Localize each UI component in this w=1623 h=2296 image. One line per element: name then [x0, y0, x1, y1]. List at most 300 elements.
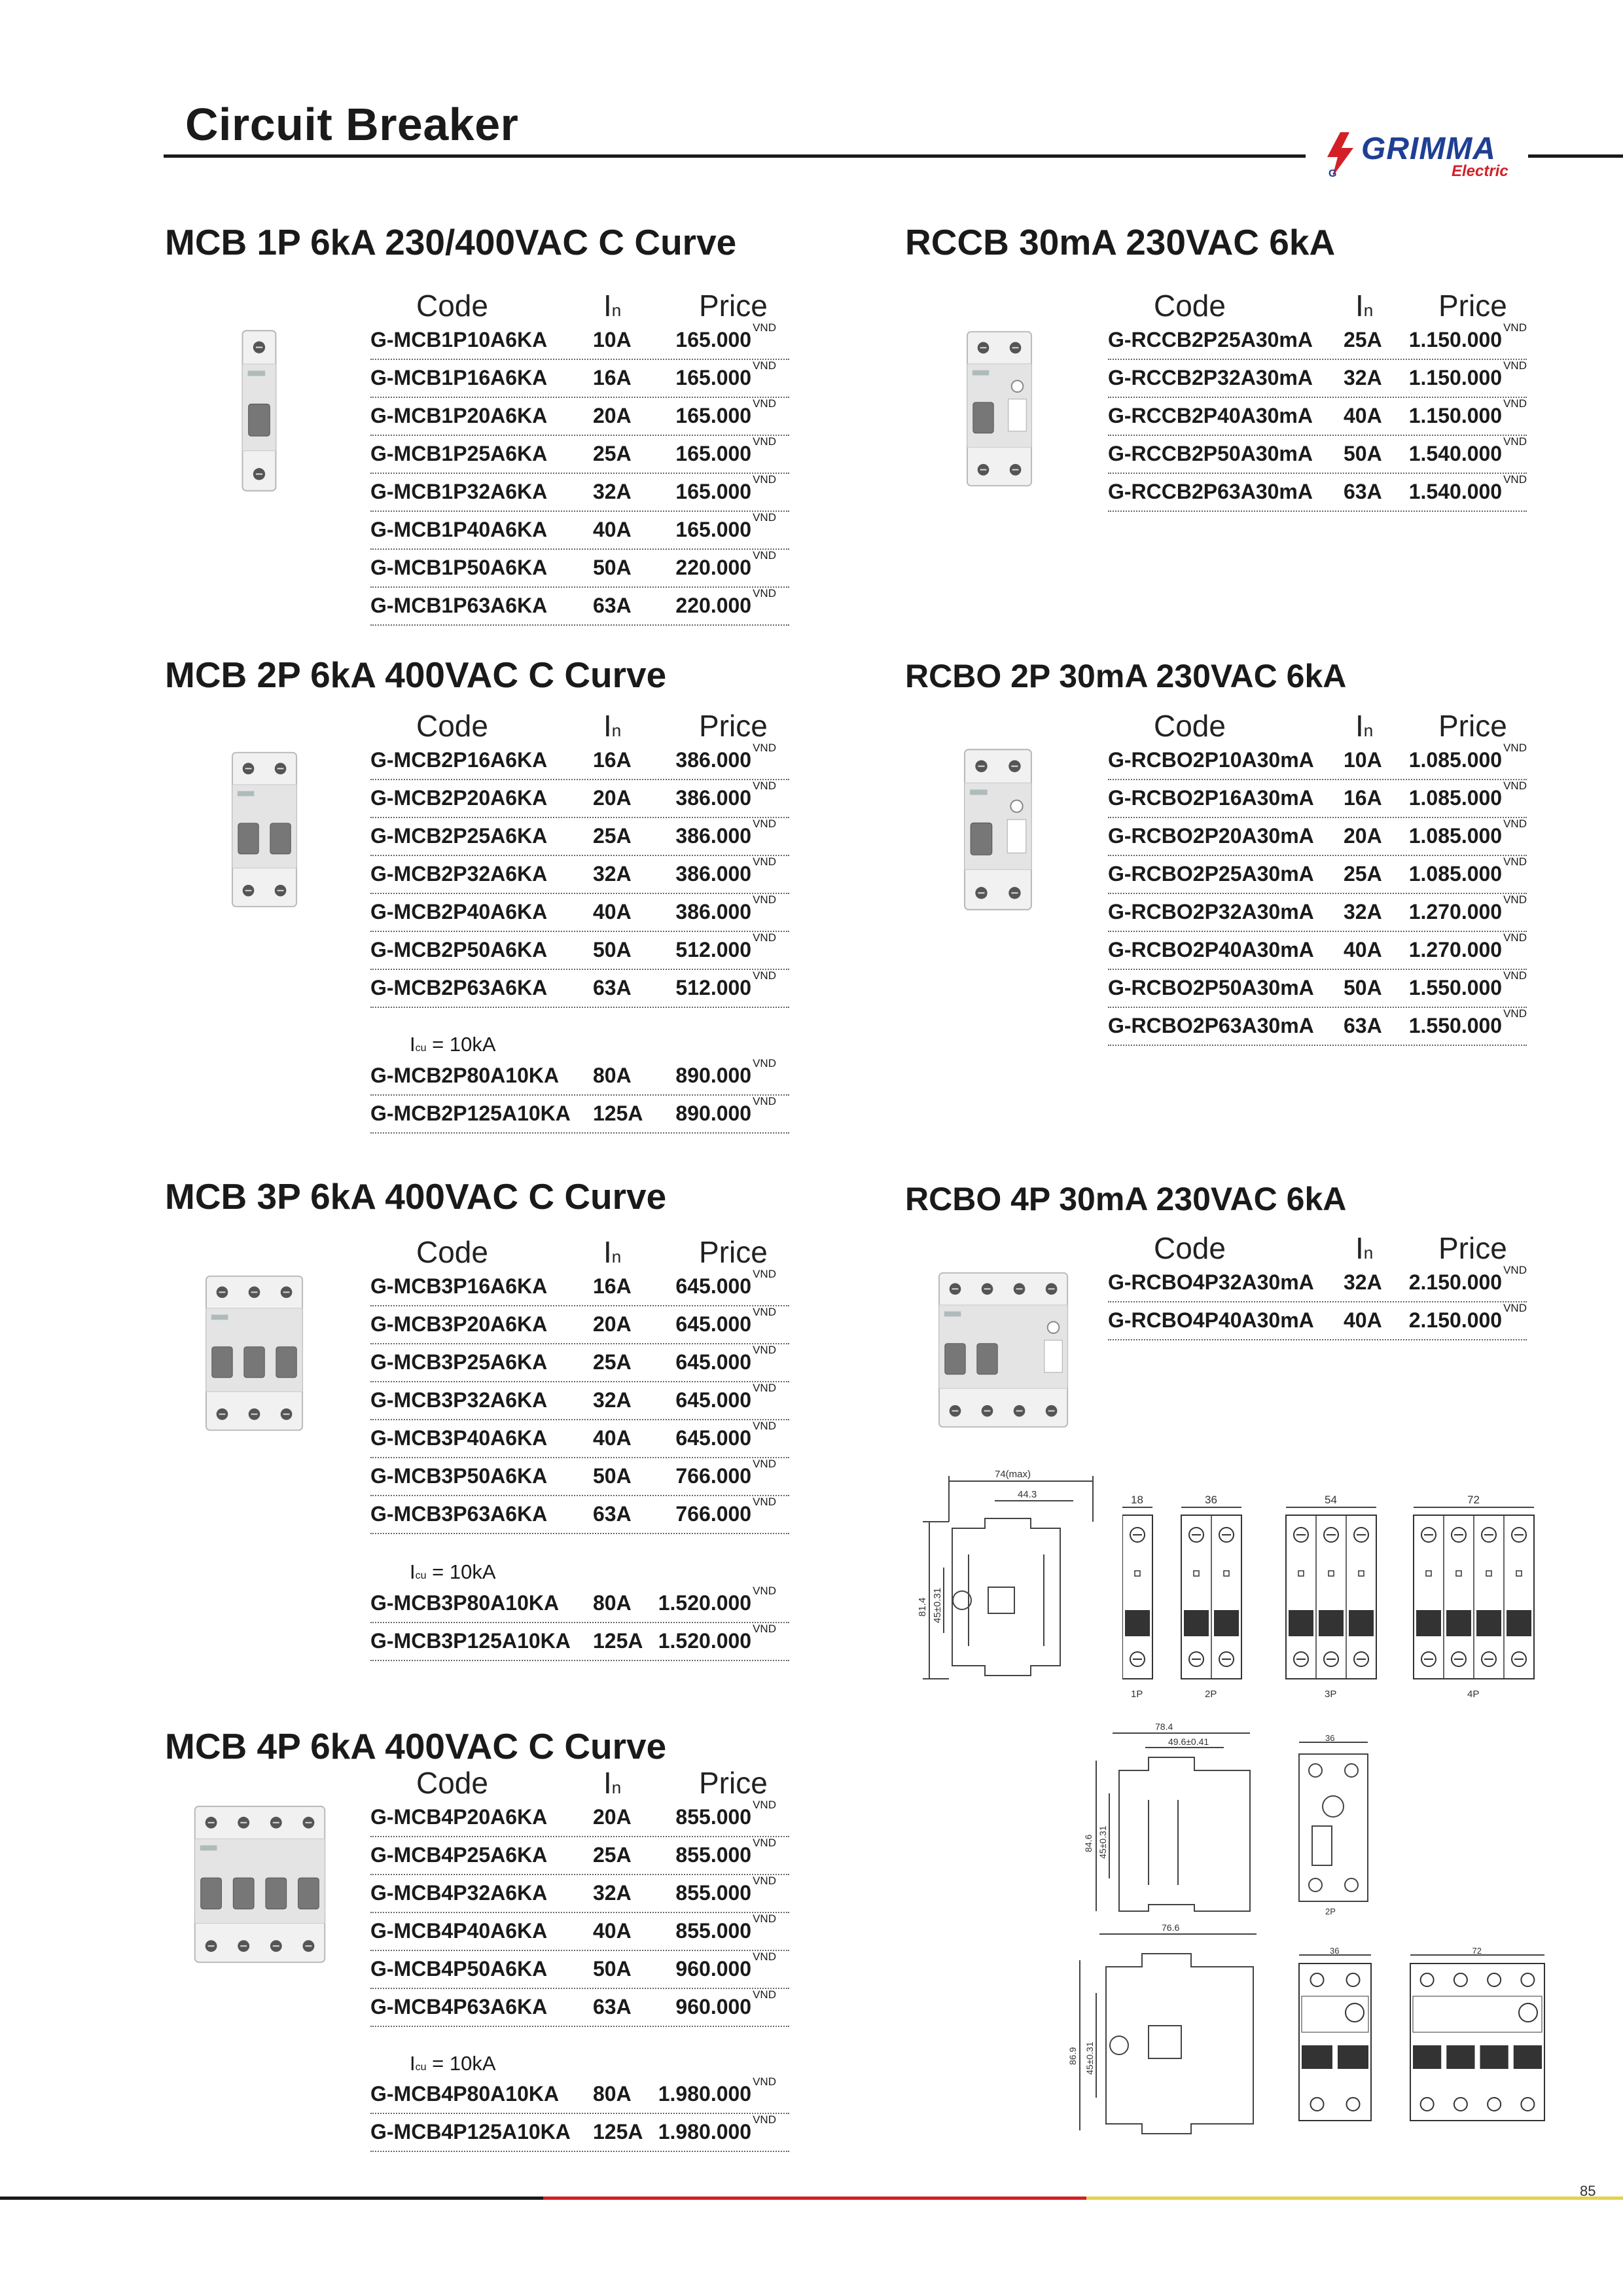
price-value: 2.150.000 — [1408, 1270, 1503, 1294]
price — [675, 1382, 776, 1412]
price — [675, 780, 776, 810]
price — [1408, 359, 1527, 390]
price-value: 165.000 — [675, 518, 752, 541]
section-title-mcb3p: MCB 3P 6kA 400VAC C Curve — [165, 1176, 667, 1217]
price — [675, 855, 776, 886]
product-code: G-RCBO2P10A30mA — [1108, 748, 1314, 772]
price — [675, 1988, 776, 2019]
rated-current: 25A — [593, 824, 632, 848]
price — [1408, 473, 1527, 504]
table-row — [1108, 473, 1527, 512]
product-code: G-MCB3P63A6KA — [370, 1502, 548, 1526]
product-code: G-MCB1P10A6KA — [370, 328, 548, 351]
dim-front-width: 36 — [1205, 1494, 1217, 1506]
table-row — [1108, 1301, 1527, 1340]
breaker-illustration — [942, 325, 1059, 492]
product-code: G-MCB1P25A6KA — [370, 442, 548, 465]
price — [1408, 1007, 1527, 1038]
currency-label: VND — [753, 780, 776, 792]
currency-label: VND — [753, 1837, 776, 1849]
rated-current: 40A — [1344, 938, 1382, 961]
currency-label: VND — [753, 587, 776, 600]
drawing-rccb-side — [1073, 1721, 1257, 1918]
currency-label: VND — [753, 473, 776, 486]
drawing-rcbo2p-front — [1293, 1947, 1378, 2130]
drawing-rcbo-side — [1067, 1921, 1263, 2137]
rated-current: 63A — [593, 1502, 632, 1526]
rated-current: 80A — [593, 2082, 632, 2106]
product-code: G-RCBO2P16A30mA — [1108, 786, 1314, 810]
rated-current: 40A — [593, 1919, 632, 1943]
rated-current: 32A — [1344, 366, 1382, 389]
drawing-mcb-side — [910, 1469, 1106, 1685]
rated-current: 16A — [593, 748, 632, 772]
price — [675, 817, 776, 848]
in-header: In — [603, 1235, 622, 1269]
table-row — [1108, 1007, 1527, 1046]
price — [1408, 817, 1527, 848]
rated-current: 32A — [593, 862, 632, 886]
rated-current: 20A — [593, 1312, 632, 1336]
price-value: 766.000 — [675, 1502, 752, 1526]
table-header — [1108, 1230, 1527, 1267]
currency-label: VND — [753, 1382, 776, 1394]
currency-label: VND — [753, 893, 776, 906]
product-code: G-RCBO2P63A30mA — [1108, 1014, 1314, 1037]
product-code: G-MCB1P50A6KA — [370, 556, 548, 579]
pole-label: 2P — [1205, 1689, 1217, 1700]
price — [658, 1623, 776, 1653]
price-value: 386.000 — [675, 862, 752, 886]
currency-label: VND — [753, 1912, 776, 1925]
product-code: G-MCB2P63A6KA — [370, 976, 548, 999]
table-row — [1108, 321, 1527, 360]
price — [1408, 435, 1527, 466]
rated-current: 50A — [593, 1957, 632, 1981]
price-value: 1.540.000 — [1408, 480, 1503, 503]
price-value: 645.000 — [675, 1426, 752, 1450]
table-header — [370, 708, 789, 745]
currency-label: VND — [753, 1420, 776, 1432]
in-header: In — [603, 289, 622, 323]
price-value: 960.000 — [675, 1957, 752, 1981]
table-header — [370, 288, 789, 325]
rated-current: 25A — [593, 442, 632, 465]
currency-label: VND — [753, 817, 776, 830]
in-header: In — [1355, 709, 1374, 743]
table-row — [370, 969, 789, 1008]
table-mcb2p-10ka — [370, 1056, 789, 1132]
price — [675, 1950, 776, 1981]
grimma-logo — [1321, 131, 1517, 178]
product-image-mcb4p — [170, 1800, 352, 1969]
product-image-rcbo4p — [906, 1266, 1103, 1433]
dim-depth: 44.3 — [1018, 1489, 1037, 1500]
table-row — [370, 1622, 789, 1661]
table-row — [370, 1950, 789, 1989]
dim-height-outer: 81.4 — [917, 1597, 928, 1617]
currency-label: VND — [1503, 742, 1527, 754]
table-row — [370, 1457, 789, 1496]
price — [675, 969, 776, 1000]
rated-current: 32A — [593, 1388, 632, 1412]
product-code: G-MCB2P32A6KA — [370, 862, 548, 886]
currency-label: VND — [753, 855, 776, 868]
currency-label: VND — [753, 1095, 776, 1107]
table-mcb3p-10ka — [370, 1584, 789, 1660]
section-title-mcb2p: MCB 2P 6kA 400VAC C Curve — [165, 655, 667, 695]
page-number: 85 — [1580, 2183, 1596, 2199]
rated-current: 20A — [593, 1805, 632, 1829]
product-image-mcb1p — [215, 324, 306, 497]
price — [1408, 780, 1527, 810]
in-header: In — [1355, 1231, 1374, 1265]
product-code: G-MCB2P20A6KA — [370, 786, 548, 810]
currency-label: VND — [753, 435, 776, 448]
table-header — [1108, 708, 1527, 745]
dim-width-max: 74(max) — [995, 1469, 1031, 1480]
price-value: 890.000 — [675, 1064, 752, 1087]
currency-label: VND — [753, 2075, 776, 2088]
currency-label: VND — [753, 742, 776, 754]
price-value: 1.085.000 — [1408, 786, 1503, 810]
price — [1408, 321, 1527, 352]
table-row — [1108, 779, 1527, 818]
price — [675, 1912, 776, 1943]
table-row — [370, 1381, 789, 1420]
table-row — [1108, 931, 1527, 970]
currency-label: VND — [1503, 969, 1527, 982]
rated-current: 80A — [593, 1064, 632, 1087]
table-row — [370, 1912, 789, 1951]
currency-label: VND — [753, 969, 776, 982]
product-code: G-MCB4P63A6KA — [370, 1995, 548, 2018]
rated-current: 20A — [1344, 824, 1382, 848]
currency-label: VND — [753, 931, 776, 944]
price-value: 1.150.000 — [1408, 366, 1503, 389]
breaker-illustration — [215, 324, 306, 497]
table-mcb3p — [370, 1267, 789, 1533]
pole-label: 1P — [1131, 1689, 1143, 1700]
price-value: 386.000 — [675, 786, 752, 810]
rated-current: 20A — [593, 404, 632, 427]
rated-current: 25A — [593, 1350, 632, 1374]
rated-current: 32A — [593, 480, 632, 503]
price-value: 645.000 — [675, 1388, 752, 1412]
table-row — [370, 817, 789, 856]
dim-rcbo-front-width: 72 — [1472, 1947, 1482, 1956]
currency-label: VND — [1503, 780, 1527, 792]
rated-current: 50A — [593, 556, 632, 579]
footer-rule-yellow — [1086, 2197, 1623, 2200]
dim-rcbo-a: 76.6 — [1162, 1922, 1180, 1933]
product-code: G-RCCB2P63A30mA — [1108, 480, 1313, 503]
rated-current: 125A — [593, 1629, 643, 1653]
product-code: G-MCB3P80A10KA — [370, 1591, 560, 1615]
product-code: G-MCB2P125A10KA — [370, 1102, 571, 1125]
code-header: Code — [1154, 289, 1226, 323]
code-header: Code — [416, 709, 488, 743]
breaker-illustration — [937, 743, 1061, 916]
table-header — [370, 1765, 789, 1802]
dim-rccb-b: 49.6±0.41 — [1168, 1736, 1209, 1747]
table-row — [370, 359, 789, 398]
table-mcb4p — [370, 1798, 789, 2026]
currency-label: VND — [1503, 435, 1527, 448]
price — [1408, 397, 1527, 428]
breaker-illustration — [207, 746, 325, 913]
currency-label: VND — [753, 549, 776, 562]
product-code: G-MCB2P80A10KA — [370, 1064, 560, 1087]
price — [675, 1799, 776, 1829]
product-code: G-RCBO2P32A30mA — [1108, 900, 1314, 924]
price-header: Price — [699, 1766, 768, 1800]
price-value: 386.000 — [675, 824, 752, 848]
price — [675, 359, 776, 390]
rated-current: 16A — [1344, 786, 1382, 810]
price-value: 1.150.000 — [1408, 328, 1503, 351]
currency-label: VND — [1503, 321, 1527, 334]
rated-current: 125A — [593, 2120, 643, 2144]
currency-label: VND — [753, 511, 776, 524]
product-code: G-MCB4P20A6KA — [370, 1805, 548, 1829]
price — [1408, 931, 1527, 962]
table-row — [370, 511, 789, 550]
currency-label: VND — [753, 1623, 776, 1635]
price — [675, 1420, 776, 1450]
price-value: 645.000 — [675, 1312, 752, 1336]
price-value: 1.520.000 — [658, 1591, 752, 1615]
price — [1408, 893, 1527, 924]
price — [675, 549, 776, 580]
rated-current: 32A — [1344, 900, 1382, 924]
dim-rcbo-hi: 45±0.31 — [1084, 2041, 1095, 2075]
product-code: G-MCB4P25A6KA — [370, 1843, 548, 1867]
table-row — [370, 548, 789, 588]
product-code: G-MCB1P32A6KA — [370, 480, 548, 503]
breaker-illustration — [188, 1270, 323, 1437]
price — [675, 931, 776, 962]
price — [658, 2113, 776, 2144]
currency-label: VND — [1503, 473, 1527, 486]
currency-label: VND — [753, 1988, 776, 2001]
currency-label: VND — [753, 1799, 776, 1811]
table-rccb — [1108, 321, 1527, 511]
price — [675, 587, 776, 618]
price-value: 855.000 — [675, 1843, 752, 1867]
product-code: G-MCB3P16A6KA — [370, 1274, 548, 1298]
price-value: 165.000 — [675, 366, 752, 389]
rated-current: 125A — [593, 1102, 643, 1125]
price-value: 855.000 — [675, 1805, 752, 1829]
rated-current: 25A — [593, 1843, 632, 1867]
price-value: 1.550.000 — [1408, 976, 1503, 999]
rated-current: 50A — [593, 1464, 632, 1488]
table-row — [370, 321, 789, 360]
product-code: G-MCB1P20A6KA — [370, 404, 548, 427]
rated-current: 40A — [593, 900, 632, 924]
table-row — [370, 1798, 789, 1837]
price — [675, 1458, 776, 1488]
pole-label: 4P — [1467, 1689, 1480, 1700]
product-code: G-RCCB2P32A30mA — [1108, 366, 1313, 389]
breaker-illustration — [170, 1800, 352, 1969]
rated-current: 40A — [1344, 404, 1382, 427]
dim-rccb-hi: 45±0.31 — [1097, 1825, 1108, 1859]
price-header: Price — [699, 1235, 768, 1269]
currency-label: VND — [1503, 359, 1527, 372]
currency-label: VND — [753, 1057, 776, 1069]
rated-current: 40A — [593, 518, 632, 541]
drawing-rcbo4p-front — [1404, 1947, 1551, 2130]
price-value: 855.000 — [675, 1881, 752, 1905]
dim-front-width: 72 — [1467, 1494, 1480, 1506]
table-header — [1108, 288, 1527, 325]
product-code: G-MCB2P25A6KA — [370, 824, 548, 848]
section-title-mcb4p: MCB 4P 6kA 400VAC C Curve — [165, 1726, 667, 1767]
in-header: In — [603, 709, 622, 743]
code-header: Code — [416, 1766, 488, 1800]
product-code: G-MCB3P32A6KA — [370, 1388, 548, 1412]
table-row — [1108, 359, 1527, 398]
price-value: 1.085.000 — [1408, 748, 1503, 772]
drawing-mcb-front — [1122, 1489, 1541, 1705]
code-header: Code — [1154, 1231, 1226, 1265]
rated-current: 32A — [593, 1881, 632, 1905]
table-row — [370, 2113, 789, 2152]
section-title-rccb: RCCB 30mA 230VAC 6kA — [905, 222, 1336, 262]
table-row — [1108, 741, 1527, 780]
price — [675, 1874, 776, 1905]
product-code: G-RCCB2P40A30mA — [1108, 404, 1313, 427]
table-row — [370, 1584, 789, 1623]
currency-label: VND — [753, 359, 776, 372]
currency-label: VND — [1503, 893, 1527, 906]
table-row — [370, 1094, 789, 1134]
rated-current: 40A — [1344, 1308, 1382, 1332]
table-row — [370, 1874, 789, 1913]
price — [675, 1837, 776, 1867]
currency-label: VND — [753, 397, 776, 410]
product-code: G-RCCB2P25A30mA — [1108, 328, 1313, 351]
logo-sub: Electric — [1452, 162, 1508, 180]
price-header: Price — [1438, 289, 1507, 323]
table-row — [1108, 817, 1527, 856]
rated-current: 63A — [593, 1995, 632, 2018]
product-code: G-MCB1P63A6KA — [370, 594, 548, 617]
price-value: 1.550.000 — [1408, 1014, 1503, 1037]
price-value: 165.000 — [675, 442, 752, 465]
price-value: 1.150.000 — [1408, 404, 1503, 427]
currency-label: VND — [753, 1306, 776, 1318]
price-value: 165.000 — [675, 328, 752, 351]
currency-label: VND — [753, 1496, 776, 1508]
table-row — [370, 2075, 789, 2114]
currency-label: VND — [753, 2113, 776, 2126]
product-code: G-MCB2P16A6KA — [370, 748, 548, 772]
icu-note: Icu = 10kA — [410, 1560, 496, 1583]
table-rcbo2p — [1108, 741, 1527, 1045]
product-code: G-RCBO4P32A30mA — [1108, 1270, 1314, 1294]
currency-label: VND — [753, 1874, 776, 1887]
currency-label: VND — [1503, 1264, 1527, 1276]
drawing-rccb-front — [1293, 1734, 1378, 1918]
rated-current: 63A — [1344, 480, 1382, 503]
product-code: G-MCB3P20A6KA — [370, 1312, 548, 1336]
product-code: G-MCB3P25A6KA — [370, 1350, 548, 1374]
price — [675, 1095, 776, 1126]
section-title-rcbo4p: RCBO 4P 30mA 230VAC 6kA — [905, 1181, 1347, 1217]
price — [675, 1306, 776, 1336]
table-row — [370, 1343, 789, 1382]
code-header: Code — [416, 289, 488, 323]
table-row — [370, 1267, 789, 1306]
product-code: G-MCB2P40A6KA — [370, 900, 548, 924]
product-code: G-MCB4P50A6KA — [370, 1957, 548, 1981]
pole-label: 3P — [1325, 1689, 1337, 1700]
table-header — [370, 1234, 789, 1271]
section-title-rcbo2p: RCBO 2P 30mA 230VAC 6kA — [905, 658, 1347, 694]
table-row — [370, 435, 789, 474]
dim-rcbo-front-width: 36 — [1330, 1947, 1340, 1956]
currency-label: VND — [1503, 931, 1527, 944]
rated-current: 63A — [593, 594, 632, 617]
table-row — [1108, 893, 1527, 932]
table-row — [1108, 397, 1527, 436]
table-row — [370, 1305, 789, 1344]
price — [675, 1057, 776, 1088]
rated-current: 63A — [593, 976, 632, 999]
icu-note: Icu = 10kA — [410, 2052, 496, 2075]
price-value: 1.980.000 — [658, 2082, 752, 2106]
price — [1408, 1302, 1527, 1333]
table-row — [370, 779, 789, 818]
price-value: 1.085.000 — [1408, 862, 1503, 886]
price-value: 1.270.000 — [1408, 900, 1503, 924]
price-header: Price — [1438, 1231, 1507, 1265]
price — [675, 1268, 776, 1299]
code-header: Code — [416, 1235, 488, 1269]
table-row — [370, 893, 789, 932]
currency-label: VND — [1503, 817, 1527, 830]
product-code: G-RCBO2P20A30mA — [1108, 824, 1314, 848]
breaker-illustration — [906, 1266, 1103, 1433]
product-code: G-MCB2P50A6KA — [370, 938, 548, 961]
rated-current: 50A — [1344, 976, 1382, 999]
table-row — [370, 931, 789, 970]
currency-label: VND — [753, 1585, 776, 1597]
product-code: G-MCB4P32A6KA — [370, 1881, 548, 1905]
table-rcbo4p — [1108, 1263, 1527, 1339]
currency-label: VND — [753, 1268, 776, 1280]
currency-label: VND — [753, 321, 776, 334]
price-value: 766.000 — [675, 1464, 752, 1488]
svg-text:G: G — [1329, 168, 1337, 178]
table-mcb1p — [370, 321, 789, 624]
rccb-pole-label: 2P — [1325, 1907, 1336, 1916]
currency-label: VND — [1503, 1007, 1527, 1020]
footer-rule-red — [543, 2197, 1086, 2200]
product-code: G-MCB3P125A10KA — [370, 1629, 571, 1653]
rated-current: 50A — [1344, 442, 1382, 465]
table-row — [1108, 1263, 1527, 1302]
in-header: In — [603, 1766, 622, 1800]
product-image-rccb — [942, 325, 1059, 492]
rated-current: 16A — [593, 366, 632, 389]
price — [1408, 742, 1527, 772]
table-mcb4p-10ka — [370, 2075, 789, 2151]
price-value: 855.000 — [675, 1919, 752, 1943]
